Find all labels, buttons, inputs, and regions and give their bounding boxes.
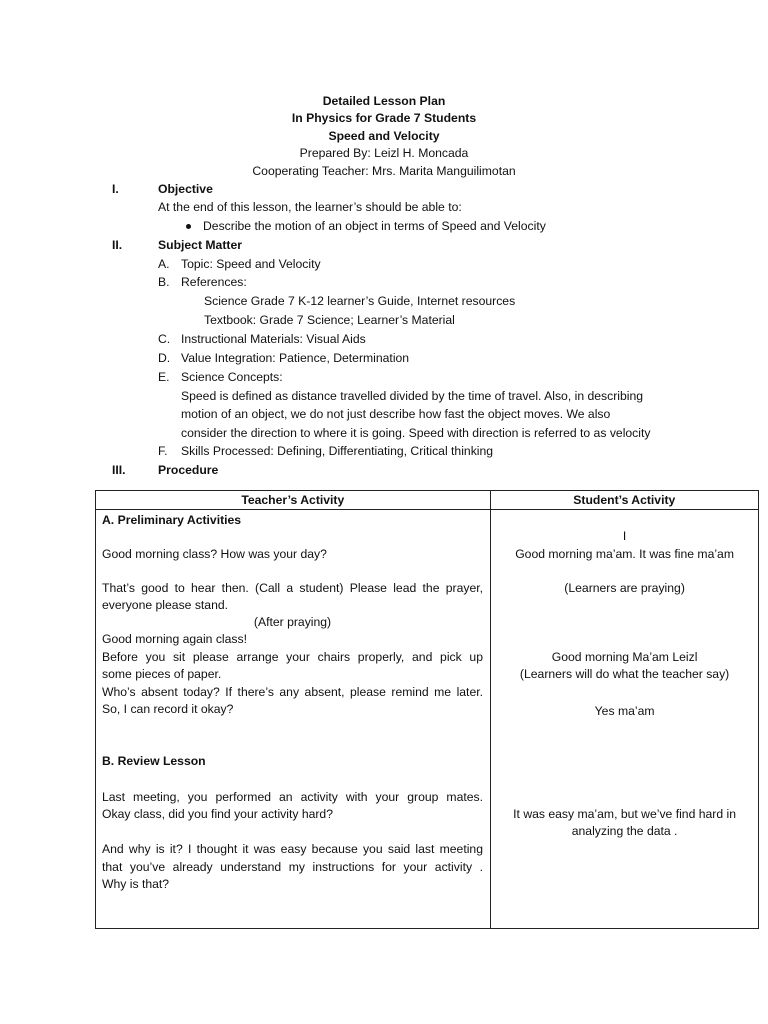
item-letter-e: E.: [158, 370, 170, 384]
teacher-line: (After praying): [253, 615, 332, 629]
subject-matter-numeral: II.: [112, 238, 123, 252]
objective-intro: At the end of this lesson, the learner’s should be able to:: [158, 200, 462, 214]
procedure-numeral: III.: [112, 463, 126, 477]
teacher-line: Good morning again class!: [102, 632, 247, 646]
review-heading: B. Review Lesson: [102, 754, 206, 768]
teacher-line: some pieces of paper.: [102, 667, 222, 681]
document-subject: In Physics for Grade 7 Students: [291, 111, 477, 125]
student-line: Good morning ma’am. It was fine ma’am: [515, 547, 734, 561]
procedure-heading: Procedure: [158, 463, 219, 477]
cooperating-teacher: Cooperating Teacher: Mrs. Marita Manguilimotan: [252, 164, 516, 178]
subject-matter-heading: Subject Matter: [158, 238, 242, 252]
objective-bullet: Describe the motion of an object in terms of Speed and Velocity: [203, 219, 546, 233]
objective-numeral: I.: [112, 182, 119, 196]
student-line: (Learners are praying): [564, 581, 685, 595]
procedure-table: [95, 490, 759, 929]
document-title: Detailed Lesson Plan: [322, 94, 446, 108]
teacher-line: that you’ve already understand my instructions for your activity .: [102, 860, 483, 874]
preliminary-heading: A. Preliminary Activities: [102, 513, 242, 527]
item-letter-c: C.: [158, 332, 171, 346]
teacher-line: That’s good to hear then. (Call a student) Please lead the prayer,: [102, 581, 483, 595]
teacher-line: And why is it? I thought it was easy because you said last meeting: [102, 842, 483, 856]
teacher-activity-header: Teacher’s Activity: [96, 491, 491, 510]
student-line: Good morning Ma’am Leizl: [551, 650, 698, 664]
objective-heading: Objective: [158, 182, 213, 196]
skills-line: Skills Processed: Defining, Differentiating, Critical thinking: [181, 444, 494, 458]
values-line: Value Integration: Patience, Determination: [181, 351, 410, 365]
teacher-line: Okay class, did you find your activity hard?: [102, 807, 333, 821]
student-line: analyzing the data .: [571, 824, 678, 838]
concept-paragraph-line: motion of an object, we do not just describe how fast the object moves. We also: [181, 407, 611, 421]
teacher-line: So, I can record it okay?: [102, 702, 234, 716]
teacher-activity-cell: [96, 510, 491, 929]
concept-paragraph-line: Speed is defined as distance travelled divided by the time of travel. Also, in describing: [181, 389, 644, 403]
teacher-line: Last meeting, you performed an activity with your group mates.: [102, 790, 483, 804]
concept-paragraph-line: consider the direction to where it is going. Speed with direction is referred to as velocity: [181, 426, 651, 440]
references-line: References:: [181, 275, 247, 289]
topic-line: Topic: Speed and Velocity: [181, 257, 321, 271]
student-activity-header: Student’s Activity: [490, 491, 758, 510]
reference-item: Textbook: Grade 7 Science; Learner’s Material: [204, 313, 455, 327]
student-activity-cell: [490, 510, 758, 929]
teacher-line: everyone please stand.: [102, 598, 229, 612]
teacher-line: Why is that?: [102, 877, 170, 891]
item-letter-d: D.: [158, 351, 171, 365]
prepared-by: Prepared By: Leizl H. Moncada: [299, 146, 469, 160]
item-letter-b: B.: [158, 275, 170, 289]
teacher-line: Who’s absent today? If there’s any absent, please remind me later.: [102, 685, 483, 699]
document-topic: Speed and Velocity: [328, 129, 440, 143]
reference-item: Science Grade 7 K-12 learner’s Guide, Internet resources: [204, 294, 516, 308]
student-line: (Learners will do what the teacher say): [519, 667, 730, 681]
bullet-dot: [186, 224, 191, 229]
student-line: I: [622, 529, 627, 543]
teacher-line: Before you sit please arrange your chairs properly, and pick up: [102, 650, 483, 664]
teacher-line: Good morning class? How was your day?: [102, 547, 327, 561]
item-letter-a: A.: [158, 257, 170, 271]
materials-line: Instructional Materials: Visual Aids: [181, 332, 366, 346]
item-letter-f: F.: [158, 444, 168, 458]
student-line: It was easy ma’am, but we’ve find hard in: [513, 807, 737, 821]
concepts-line: Science Concepts:: [181, 370, 283, 384]
student-line: Yes ma’am: [594, 704, 655, 718]
